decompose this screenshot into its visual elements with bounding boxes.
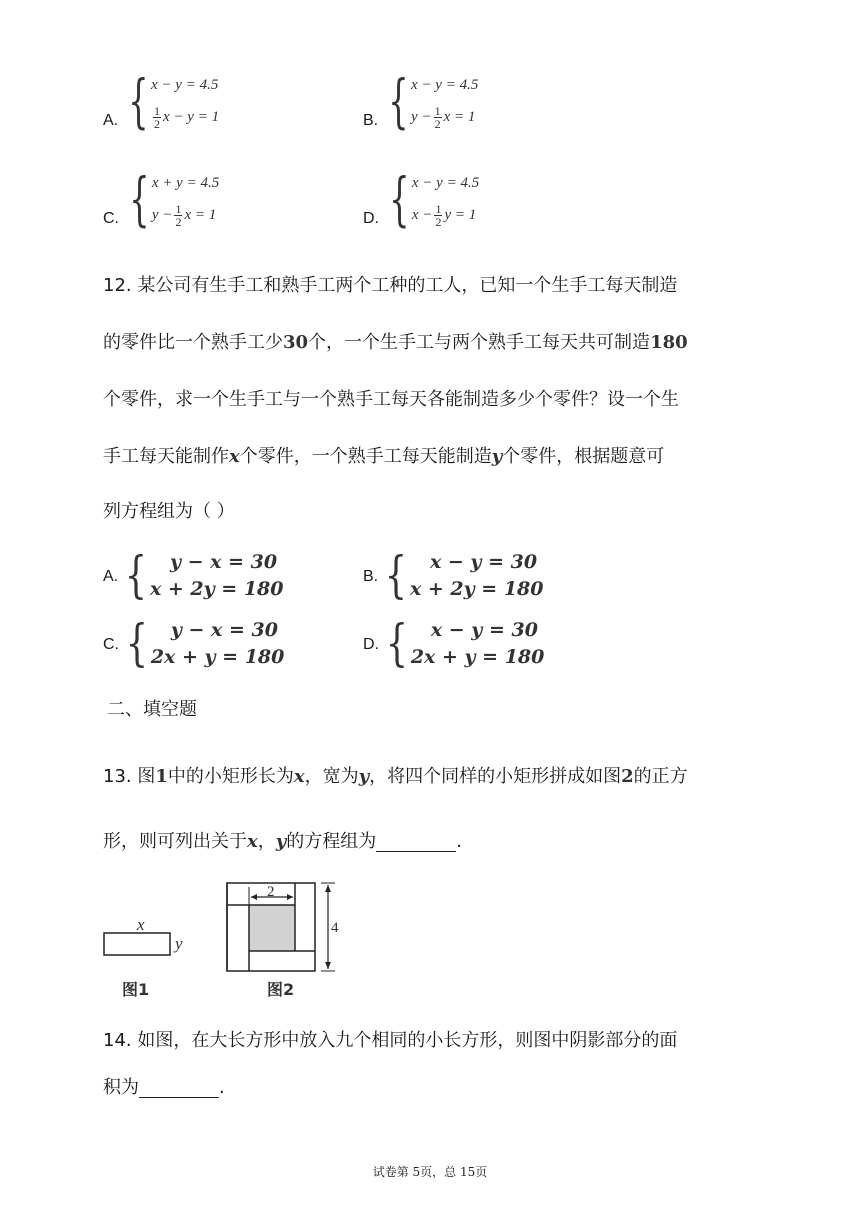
equation-system	[120, 67, 220, 135]
equation-2: x + 2y = 180	[149, 577, 284, 600]
brace-glyph: {	[125, 614, 149, 672]
equation-1: x − y = 30	[429, 550, 538, 573]
equation-1: x − y = 4.5	[411, 76, 479, 93]
q11-option-b	[363, 67, 479, 135]
equation-1: y − x = 30	[170, 618, 278, 641]
option-label: C.	[103, 210, 119, 227]
equation-2: x − $\frac{1}{2}$ y = 1	[411, 201, 477, 229]
brace-glyph: {	[389, 165, 410, 233]
q11-option-c	[103, 165, 220, 233]
equation-2: y − $\frac{1}{2}$ x = 1	[411, 103, 476, 131]
option-label: B.	[363, 568, 379, 585]
q13-figures	[95, 875, 355, 1005]
equation-1: x − y = 30	[430, 618, 538, 641]
option-label: C.	[103, 636, 119, 653]
q14-line-1: 14. 如图，在大长方形中放入九个相同的小长方形，则图中阴影部分的面	[103, 1030, 678, 1051]
equation-1: x − y = 4.5	[151, 76, 219, 93]
brace-glyph: {	[385, 614, 409, 672]
page-footer: 试卷第 5页，总 15页	[372, 1165, 488, 1179]
q14-line-2: 积为 .	[103, 1077, 225, 1098]
brace-glyph: {	[384, 546, 408, 604]
answer-blank[interactable]	[376, 833, 456, 852]
fig2-top-label: 2	[267, 884, 275, 900]
equation-2: x + 2y = 180	[409, 577, 544, 600]
option-label: A.	[103, 112, 119, 129]
q13-line-1: 13. 图1中的小矩形长为x，宽为y，将四个同样的小矩形拼成如图2的正方	[103, 766, 688, 787]
fig2-caption: 图2	[267, 980, 295, 999]
equation-system	[380, 67, 479, 135]
q11-option-a	[103, 67, 220, 135]
fig2-side-label: 4	[331, 920, 339, 936]
q12-option-c	[103, 614, 285, 672]
q12-line-4: 手工每天能制作x个零件，一个熟手工每天能制造y个零件，根据题意可	[103, 446, 665, 467]
q13-line-2: 形，则可列出关于x，y的方程组为 .	[103, 831, 462, 852]
fig1-caption: 图1	[122, 980, 150, 999]
option-label: D.	[363, 210, 379, 227]
section-heading: 二、填空题	[107, 699, 197, 720]
q12-option-d	[363, 614, 545, 672]
brace-glyph: {	[388, 67, 409, 135]
equation-2: y − $\frac{1}{2}$ x = 1	[151, 201, 217, 229]
equation-1: y − x = 30	[169, 550, 278, 573]
equation-1: x − y = 4.5	[411, 174, 480, 191]
q11-option-d	[363, 165, 480, 233]
fig1-y-label: y	[175, 934, 183, 953]
equation-2: 2x + y = 180	[410, 645, 545, 668]
equation-2: 2x + y = 180	[150, 645, 285, 668]
q12-line-1: 12. 某公司有生手工和熟手工两个工种的工人，已知一个生手工每天制造	[103, 275, 678, 296]
q12-line-2: 的零件比一个熟手工少30个，一个生手工与两个熟手工每天共可制造180	[103, 332, 688, 353]
answer-blank[interactable]	[139, 1079, 219, 1098]
equation-system	[381, 165, 480, 233]
equation-system	[121, 165, 220, 233]
equation-2: $\frac{1}{2}$ x − y = 1	[154, 103, 220, 131]
fig1-small-rectangle	[104, 933, 170, 955]
q12-option-a	[103, 546, 284, 604]
fig2-shaded-square	[249, 905, 295, 951]
option-label: D.	[363, 636, 379, 653]
option-label: A.	[103, 568, 119, 585]
brace-glyph: {	[124, 546, 148, 604]
equation-1: x + y = 4.5	[151, 174, 220, 191]
brace-glyph: {	[129, 165, 150, 233]
option-label: B.	[363, 112, 379, 129]
brace-glyph: {	[128, 67, 149, 135]
fig1-x-label: x	[137, 915, 145, 934]
q12-line-5: 列方程组为（ ）	[103, 501, 235, 522]
q12-line-3: 个零件，求一个生手工与一个熟手工每天各能制造多少个零件？设一个生	[103, 389, 679, 410]
q12-option-b	[363, 546, 544, 604]
